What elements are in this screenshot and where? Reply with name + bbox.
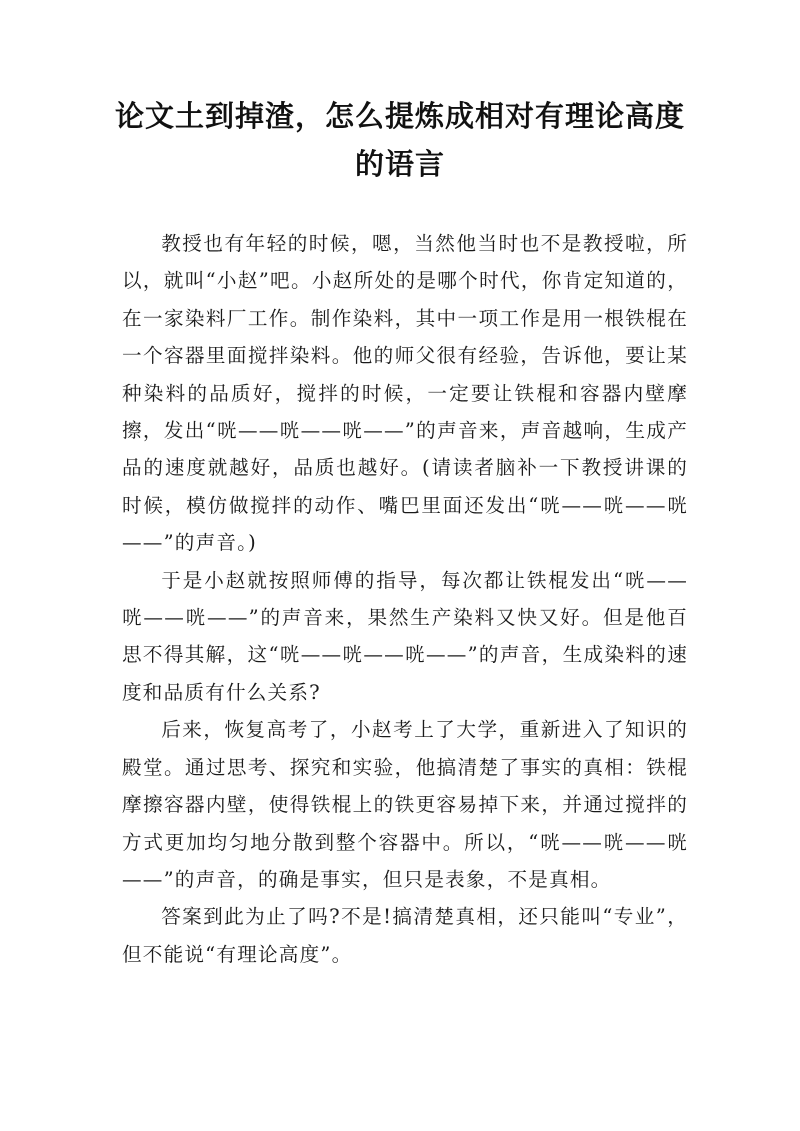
title-line-1: 论文土到掉渣，怎么提炼成相对有理论高度 [114,99,685,133]
title-line-2: 的语言 [354,147,445,181]
page-title [108,92,692,188]
article-body [122,225,688,973]
paragraph-3: 后来，恢复高考了，小赵考上了大学，重新进入了知识的殿堂。通过思考、探究和实验，他搞清楚了事实的真相：铁棍摩擦容器内壁，使得铁棍上的铁更容易掉下来，并通过搅拌的方式更加均匀地分散到整个容器中。所以，“咣——咣——咣——”的声音，的确是事实，但只是表象，不是真相。 [122,718,688,891]
paragraph-2: 于是小赵就按照师傅的指导，每次都让铁棍发出“咣——咣——咣——”的声音来，果然生产染料又快又好。但是他百思不得其解，这“咣——咣——咣——”的声音，生成染料的速度和品质有什么关系? [122,568,688,704]
paragraph-1: 教授也有年轻的时候，嗯，当然他当时也不是教授啦，所以，就叫“小赵”吧。小赵所处的是哪个时代，你肯定知道的，在一家染料厂工作。制作染料，其中一项工作是用一根铁棍在一个容器里面搅拌染料。他的师父很有经验，告诉他，要让某种染料的品质好，搅拌的时候，一定要让铁棍和容器内壁摩擦，发出“咣——咣——咣——”的声音来，声音越响，生成产品的速度就越好，品质也越好。(请读者脑补一下教授讲课的时候，模仿做搅拌的动作、嘴巴里面还发出“咣——咣——咣——”的声音。) [122,232,688,555]
paragraph-4: 答案到此为止了吗?不是!搞清楚真相，还只能叫“专业”，但不能说“有理论高度”。 [122,905,688,966]
